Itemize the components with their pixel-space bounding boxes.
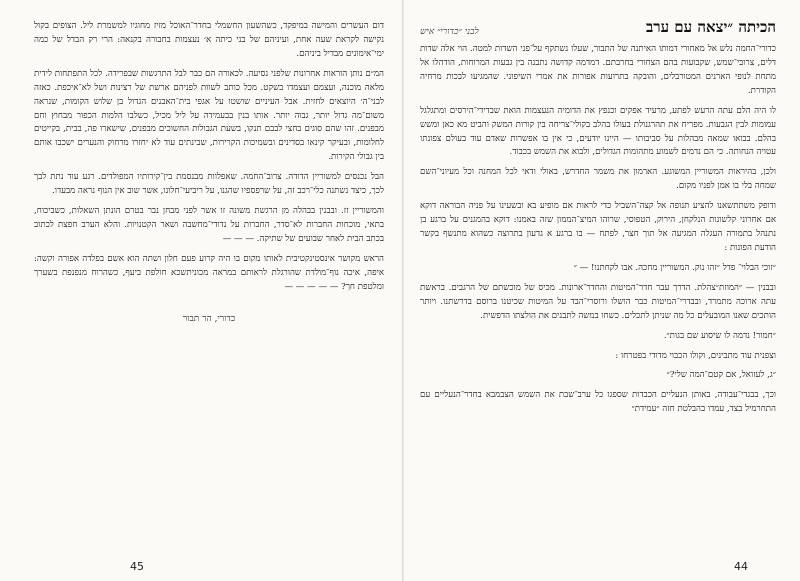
paragraph: המ״ם נותן הוראות אחרונות שלפני נסיעה. לכאורה הם כבר לבל התרגשות שבפרידה. לכל התפתחות לידית מלאה מוכנה, ועצמם ועצמדו בשקט. מכל כותב לשוות לפניהם ארשת של רצינות ושל לא־איכפת. כאזה לבני־ה׳ היוצאים לחזית. אבל העיניים שושטו על אגפי בית־האבנים הגדול בן שלוש הקומות, שנראה משום־מה גדול יותר, גבוה יותר. אותו בנין בבעמידה על ליל מכיל, כשלבו הלמות הכפור מבחוץ וחם מבפנים. זהו שהם סוגים בחצי לבבם תנקו, בשעת הגבולות החשוכים מבפנים, שישארו פה, בבית, בקייטים לחלומות, ובעיקר קינאו בסדינים ובשמיכות הקרירות, שבינתים עוד לא יחזרו מרחוק והנערים ישכבו אותם בין גבולי הקירות. xyxy=(34,68,384,163)
paragraph: וצפנית עוד מתבינים, וקולו הכבוי מדודי בפטרחו : xyxy=(615,350,776,361)
paragraph: לו היה הלם עתה הרעש לפתע, מרעיד אפקים וכנפץ את הדומיה הנעצמות הואת שבדידי־הירסים ומתגלגל עמומות לבין הגבעות. מפריח את תהרגנולת בעולו בהלב בקולי־צריחה בין קורות המשק והביט מא כאן ומשש בהלם. בבואו שמאה מבהלות על סביבותו — היינו יודעים, כי אין בו אפשרות שאדם עוד בעולם צפונתו עטויה הנחותה. כי הם נדמים לשמוע מתהומות הגדולים, ולבוא את השמש בכבוד. xyxy=(420,105,776,158)
right-page xyxy=(404,0,800,581)
page-number: 45 xyxy=(130,560,144,573)
paragraph: ״זוכי הבלוי־ פדל ״זהו נוק. המשוריין מחכה. אבו לקחתנו! — ״ xyxy=(573,262,776,273)
paragraph: ובבנין — ״המוזת״צהלת. הדרך עבר חדר־המיטות והחדר־ארונות. מכיס של מוכשתם של הרגבים. בראשת עתה ארוכה מתמרד, ובבדרי־המיטות כבר הושלו ורוסרי־הבד על המיטות שכיטנו ברוסם בדרשתנו. ויותר הותכים שאנו המובעלים כל מה שניתן לתכלים. כשחו במשה לתבנים את הולצתו הדפשית. xyxy=(420,282,776,321)
paragraph: וכך, בבגדי־עבודה, באותן הנעליים הכבדות שספגו כל ערב־שבת את השמש הצבמבא בחדר־הנעליים עם התחרמיל בצד, עמדו בהבלטת חזה ״עמידת״ xyxy=(420,390,776,415)
paragraph: ״חמור! נדמה לו שיסוע שם בגות״. xyxy=(663,330,776,341)
paragraph: ודופק משתתשאנו להציע תנופה אל קצה־השביל כדי לראות אם מופיע בא ובשעינו על פניה הבוראה דוקא אם אחרוני קלשונות הנלקחן, הירוק, הטפוסי, שרוהו המיצ־הממון שזה באמנו: דוקא בהמגנים על ברגע בן נתנהל בתמורה העגלה המגיעה אל תוך חצר, לפתח — בו ברגע א גדעון בתרוצה כשהוא מתנשף בקשר הודעת הפונות : xyxy=(420,201,776,253)
article-title: הכיתה ״יצאה עם ערב xyxy=(645,18,776,36)
page-number: 44 xyxy=(734,560,748,573)
paragraph: ״ג, לעזואל, אם קטם־המה שלי?״ xyxy=(666,370,776,381)
article-header xyxy=(420,18,776,37)
paragraph: דום העשרים והמישה במיפקד, כשהשעון החשמלי בחדר־האוכל מזיז מחוגיו למשמרת ליל. הצופים בקול נקישה לקראת שעה אחת, ועיניהם של בני כיתה א׳ נעצמות בחבורה בקנאה: הרי רק הבדל של כמה ימי־אימונים מבדיל ביניהם. xyxy=(34,21,384,59)
paragraph: הבל נכנסים למשוריין הדודה. צרוב־החמה. שאפלוות מבנסמת בין־קירותיו המפולדים. רגע עוד נתת לבך לכך, כיצד נשתנה כלי־רכב זה, על שרפספיו שהגנו, על ריביעי־חלונו, אשר שוב אין הנוף נראה מבעדו. xyxy=(34,172,384,197)
paragraph: והמשוריין זז. ובבנין בבהלה מן הרגשת משונה זו אשר לפני מבחן נבר בטרם הונתן השאלות, כשביכוח, בתאי, מוכחות החברות לא־סדר, החברות על נדודי־מחשבה ושאר הקטנויות. והלא הערב חפצת לכתוב בכתב הבית לאחר שבועים של שתיקה. — — — xyxy=(34,206,384,244)
paragraph: ולכן, בהיראות המשוריין המשוגע. הארמון את משמר החדרש, באולי ודאי לכל המחנה וכל מעיוני־השם שמחה בלי בו אמן לפניו מקום. xyxy=(420,167,776,192)
author-signature: כדורי, הר תבור xyxy=(182,313,236,324)
paragraph: כדורי־החמה נלש אל מאחורי דמותו האיתנה של התבור, שעלו נשתקף על־פני השדות למטה. הוי אלה שדות דלים, צרובי־שמש, שקבועות בהם הצחורי בחרבתם. דמדמה קדושה נתבנה בין גבעות המרוחות, הודהלו אל מתחת לנופי הארנים המטורבלים, והובקה בתרועות אפורות את אמרי השיפוני. שהמגיעו לבכות מרחיה הקודרת. xyxy=(420,44,776,96)
paragraph: הראש מקושר אינסטינקטיבית לאותו מקום בו היה קרוע פעם חלון ושתה הוא אשם בפלדה אפורה וקשה: איפה, איכה נוף־מולדת שהורגלת לראותם במראה מכוניתשכא חולפת ביעף, כשהרוח מנפנפת בשערך ומלטפת חך? — — — — — xyxy=(34,253,384,292)
article-subtitle: לבני ״כדורי״ איש xyxy=(420,27,479,37)
